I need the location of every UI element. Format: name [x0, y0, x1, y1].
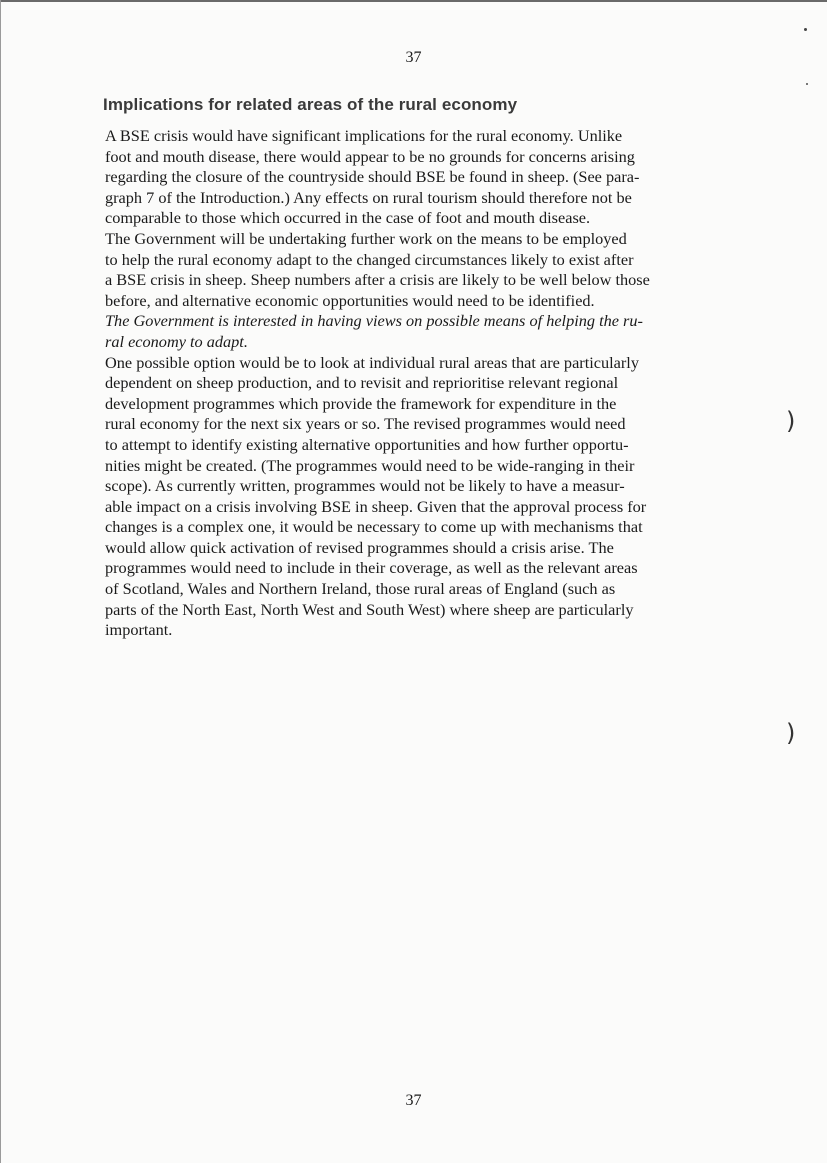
body-line: programmes would need to include in their coverage, as well as the relevant areas: [105, 558, 638, 578]
page-number-bottom: 37: [405, 1092, 422, 1109]
scan-left-edge: [0, 0, 1, 1163]
consultation-question-line: ral economy to adapt.: [105, 331, 248, 351]
body-line: One possible option would be to look at individual rural areas that are particularly: [105, 352, 639, 372]
consultation-question-line: The Government is interested in having views on possible means of helping the ru-: [105, 311, 643, 331]
body-line: a BSE crisis in sheep. Sheep numbers after a crisis are likely to be well below those: [105, 270, 650, 290]
body-line: development programmes which provide the framework for expenditure in the: [105, 393, 617, 413]
scan-top-rule: [0, 0, 827, 2]
scan-speck: [806, 83, 808, 85]
body-line: changes is a complex one, it would be necessary to come up with mechanisms that: [105, 517, 643, 537]
body-line: The Government will be undertaking further work on the means to be employed: [105, 228, 627, 248]
page-number-top: 37: [405, 49, 422, 66]
body-line: to attempt to identify existing alternative opportunities and how further opportu-: [105, 434, 629, 454]
body-line: to help the rural economy adapt to the changed circumstances likely to exist after: [105, 249, 634, 269]
body-line: comparable to those which occurred in the case of foot and mouth disease.: [105, 208, 591, 228]
body-text: [105, 126, 721, 641]
body-line: rural economy for the next six years or so. The revised programmes would need: [105, 414, 626, 434]
body-line: dependent on sheep production, and to revisit and reprioritise relevant regional: [105, 373, 619, 393]
body-line: nities might be created. (The programmes would need to be wide-ranging in their: [105, 455, 635, 475]
body-line: would allow quick activation of revised programmes should a crisis arise. The: [105, 537, 614, 557]
body-line: before, and alternative economic opportunities would need to be identified.: [105, 290, 595, 310]
body-line: regarding the closure of the countryside should BSE be found in sheep. (See para-: [105, 167, 640, 187]
binder-hole-mark: ): [786, 719, 796, 747]
body-line: important.: [105, 620, 173, 640]
body-line: parts of the North East, North West and South West) where sheep are particularly: [105, 599, 634, 619]
section-heading: Implications for related areas of the rural economy: [103, 95, 518, 114]
scan-speck: [804, 28, 807, 31]
body-line: able impact on a crisis involving BSE in sheep. Given that the approval process for: [105, 496, 647, 516]
binder-hole-mark: ): [786, 407, 796, 435]
body-line: graph 7 of the Introduction.) Any effects on rural tourism should therefore not be: [105, 187, 632, 207]
body-line: A BSE crisis would have significant implications for the rural economy. Unlike: [105, 126, 623, 145]
body-line: scope). As currently written, programmes would not be likely to have a measur-: [105, 476, 625, 496]
body-line: foot and mouth disease, there would appear to be no grounds for concerns arising: [105, 146, 635, 166]
body-line: of Scotland, Wales and Northern Ireland, those rural areas of England (such as: [105, 579, 616, 599]
